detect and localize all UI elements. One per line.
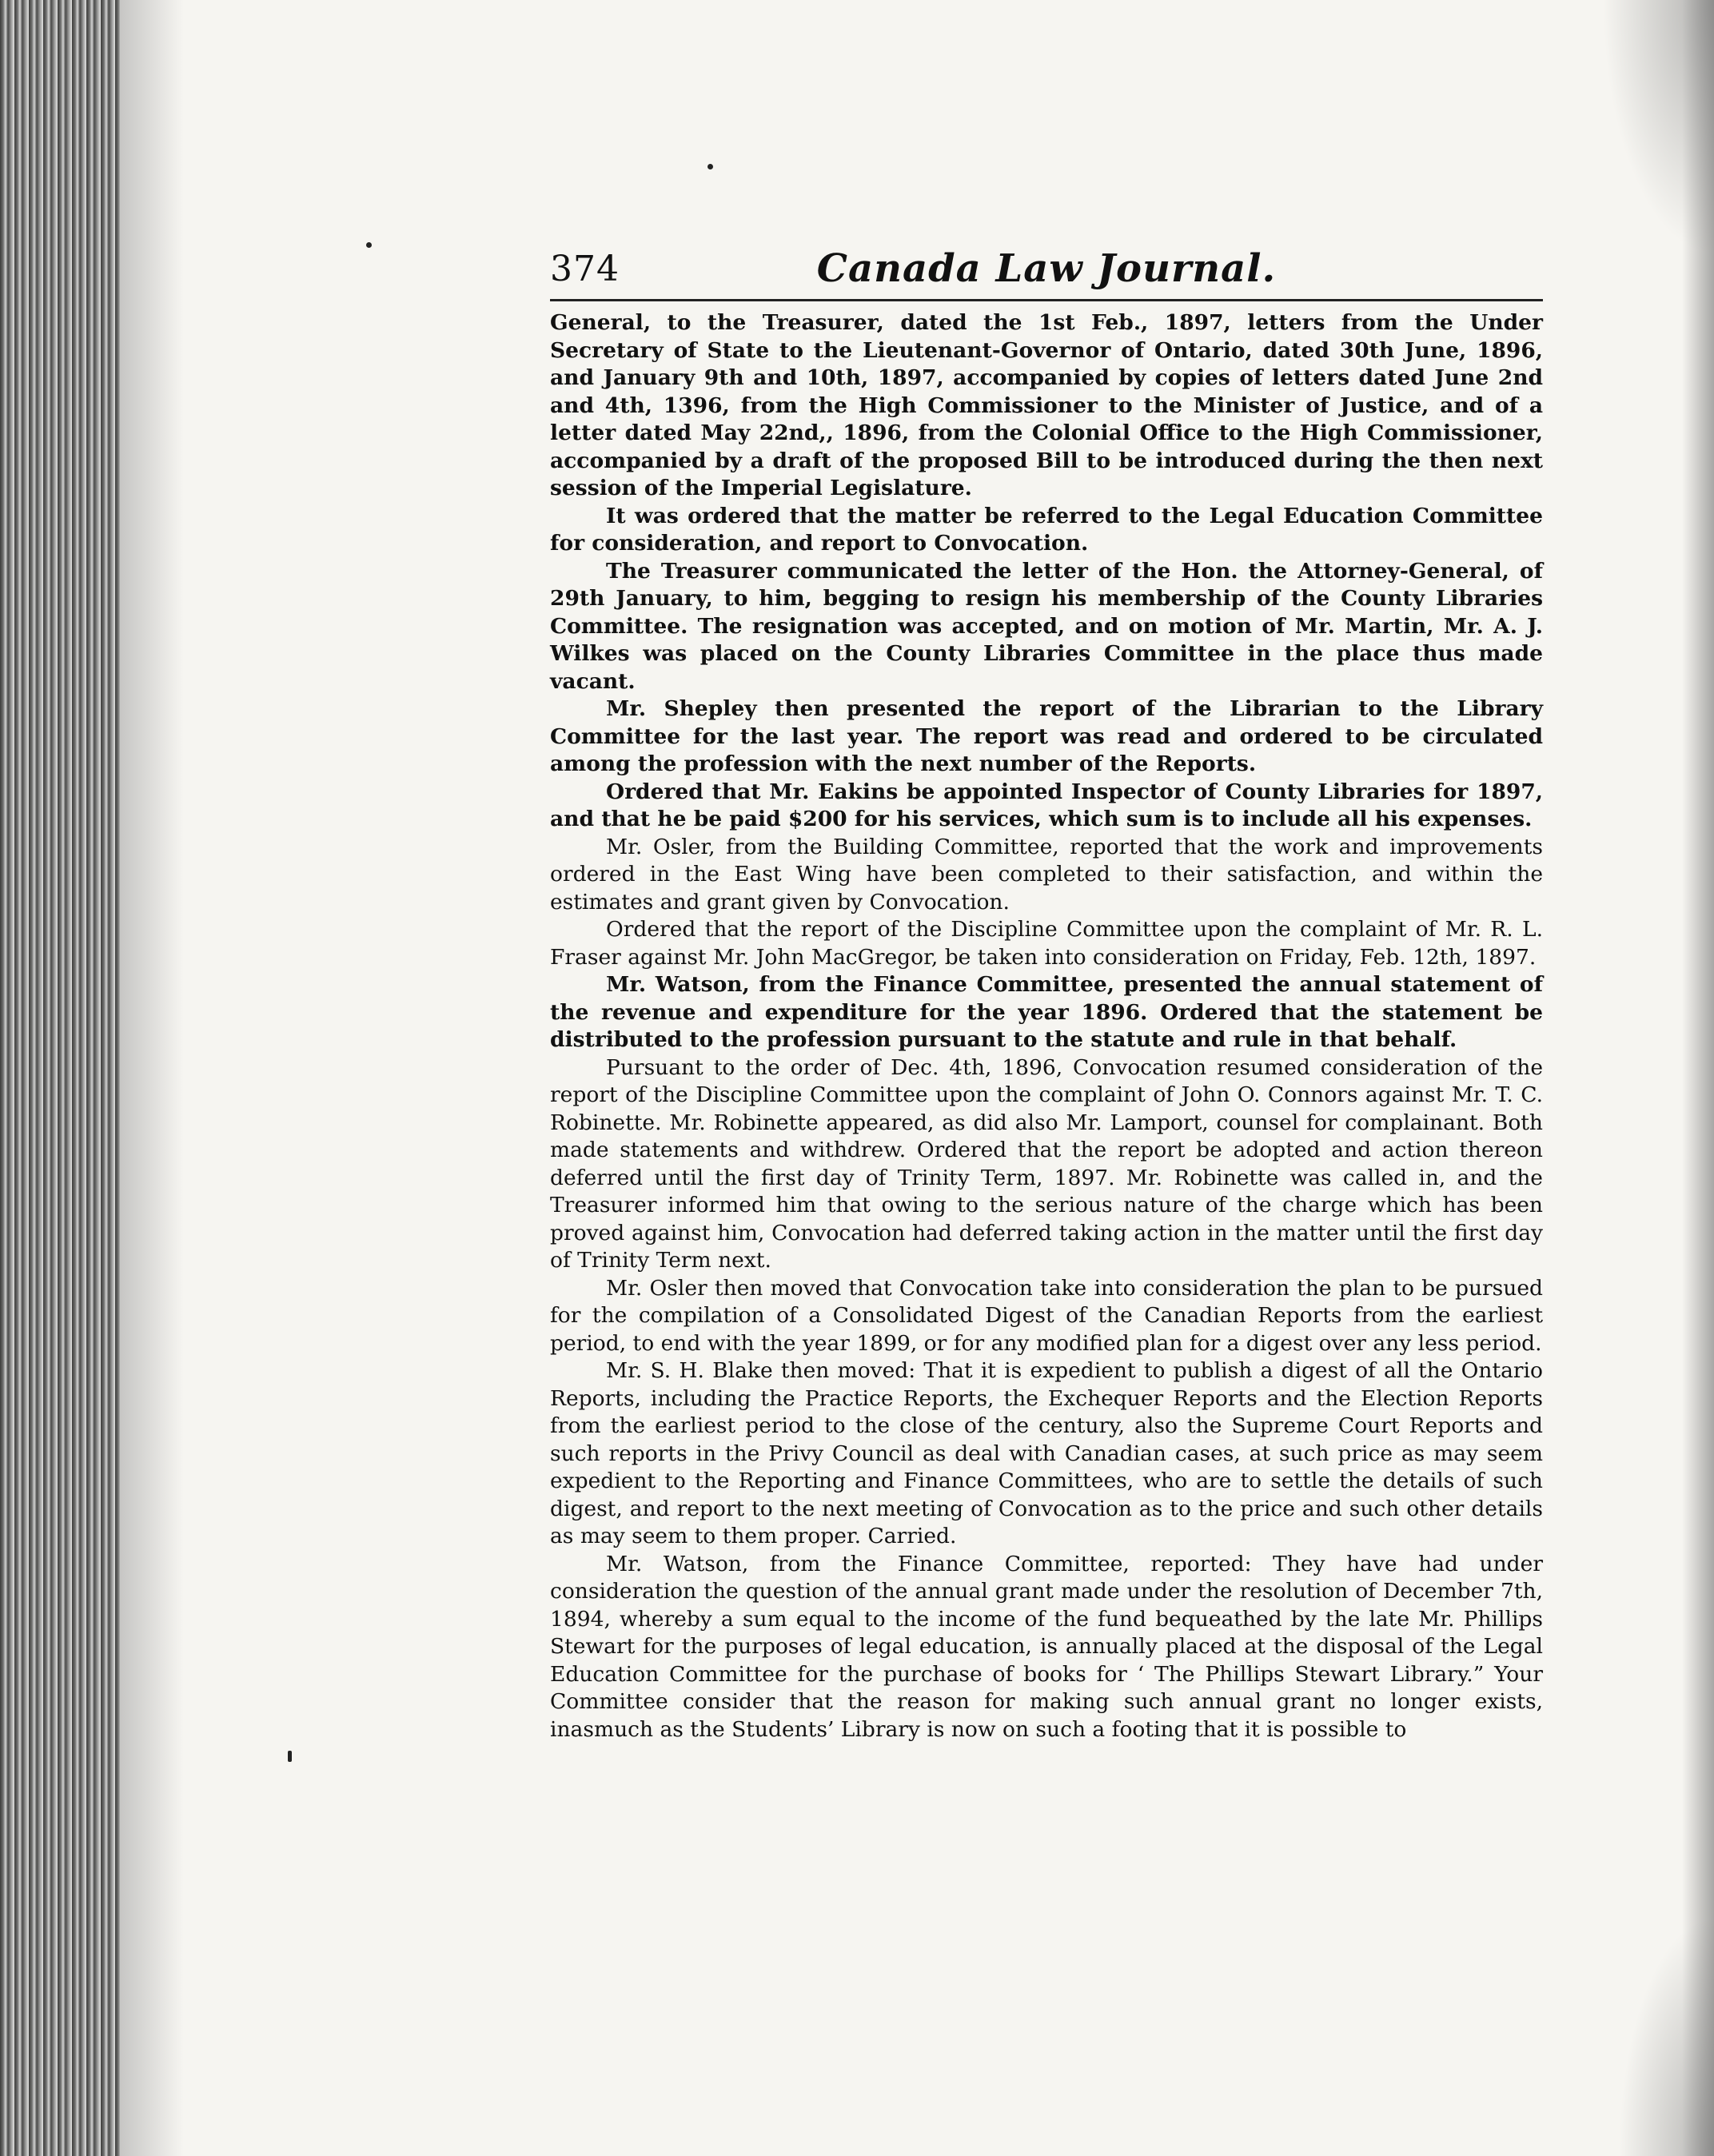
paragraph: Ordered that the report of the Discipline Committee upon the complaint of Mr. R. L. Fraser against Mr. John MacGregor, be taken into consideration on Friday, Feb. 12th, 1897.	[550, 917, 1543, 970]
scan-speck	[366, 242, 372, 248]
header-rule	[550, 299, 1543, 301]
document-page	[550, 232, 1543, 1744]
page-number: 374	[550, 249, 620, 289]
scan-speck	[288, 1751, 292, 1762]
body-text	[550, 309, 1543, 1744]
scan-corner-noise-bottom	[1618, 1916, 1714, 2156]
scan-right-edge	[1682, 0, 1714, 2156]
scan-binding-shadow	[0, 0, 120, 2156]
journal-title: Canada Law Journal.	[816, 246, 1277, 291]
paragraph: Mr. Watson, from the Finance Committee, reported: They have had under consideration the question of the annual grant made under the resolution of December 7th, 1894, whereby a sum equal to the income of the fund bequeathed by the late Mr. Phillips Stewart for the purposes of legal education, is annually placed at the disposal of the Legal Education Committee for the purchase of books for ‘ The Phillips Stewart Library.” Your Committee consider that the reason for making such annual grant no longer exists, inasmuch as the Students’ Library is now on such a footing that it is possible to	[550, 1551, 1543, 1742]
scan-binding-fade	[120, 0, 184, 2156]
paragraph: Mr. Watson, from the Finance Committee, presented the annual statement of the revenue and expenditure for the year 1896. Ordered that the statement be distributed to the profession pursuant to the statute and rule in that behalf.	[550, 972, 1543, 1052]
paragraph: Mr. Shepley then presented the report of the Librarian to the Library Committee for the last year. The report was read and ordered to be circulated among the profession with the next number of the Reports.	[550, 696, 1543, 776]
paragraph: Mr. S. H. Blake then moved: That it is expedient to publish a digest of all the Ontario Reports, including the Practice Reports, the Exchequer Reports and the Election Reports from the earliest period to the close of the century, also the Supreme Court Reports and such reports in the Privy Council as deal with Canadian cases, at such price as may seem expedient to the Reporting and Finance Committees, who are to settle the details of such digest, and report to the next meeting of Convocation as to the price and such other details as may seem to them proper. Carried.	[550, 1358, 1543, 1548]
paragraph: General, to the Treasurer, dated the 1st Feb., 1897, letters from the Under Secretary of State to the Lieutenant-Governor of Ontario, dated 30th June, 1896, and January 9th and 10th, 1897, accompanied by copies of letters dated June 2nd and 4th, 1396, from the High Commissioner to the Minister of Justice, and of a letter dated May 22nd,, 1896, from the Colonial Office to the High Commissioner, accompanied by a draft of the proposed Bill to be introduced during the then next session of the Imperial Legislature.	[550, 310, 1543, 500]
scan-corner-noise-top	[1602, 0, 1714, 256]
paragraph: Mr. Osler, from the Building Committee, reported that the work and improvements ordered in the East Wing have been completed to their satisfaction, and within the estimates and grant given by Convocation.	[550, 834, 1543, 915]
paragraph: Ordered that Mr. Eakins be appointed Inspector of County Libraries for 1897, and that he be paid $200 for his services, which sum is to include all his expenses.	[550, 779, 1543, 831]
paragraph: Pursuant to the order of Dec. 4th, 1896, Convocation resumed consideration of the report of the Discipline Committee upon the complaint of John O. Connors against Mr. T. C. Robinette. Mr. Robinette appeared, as did also Mr. Lamport, counsel for complainant. Both made statements and withdrew. Ordered that the report be adopted and action thereon deferred until the first day of Trinity Term, 1897. Mr. Robinette was called in, and the Treasurer informed him that owing to the serious nature of the charge which has been proved against him, Convocation had deferred taking action in the matter until the first day of Trinity Term next.	[550, 1054, 1543, 1273]
running-head	[550, 232, 1543, 294]
scan-speck	[708, 164, 713, 169]
paragraph: It was ordered that the matter be referred to the Legal Education Committee for consideration, and report to Convocation.	[550, 503, 1543, 556]
paragraph: Mr. Osler then moved that Convocation take into consideration the plan to be pursued for the compilation of a Consolidated Digest of the Canadian Reports from the earliest period, to end with the year 1899, or for any modified plan for a digest over any less period.	[550, 1275, 1543, 1356]
paragraph: The Treasurer communicated the letter of the Hon. the Attorney-General, of 29th January, to him, begging to resign his membership of the County Libraries Committee. The resignation was accepted, and on motion of Mr. Martin, Mr. A. J. Wilkes was placed on the County Libraries Committee in the place thus made vacant.	[550, 558, 1543, 694]
